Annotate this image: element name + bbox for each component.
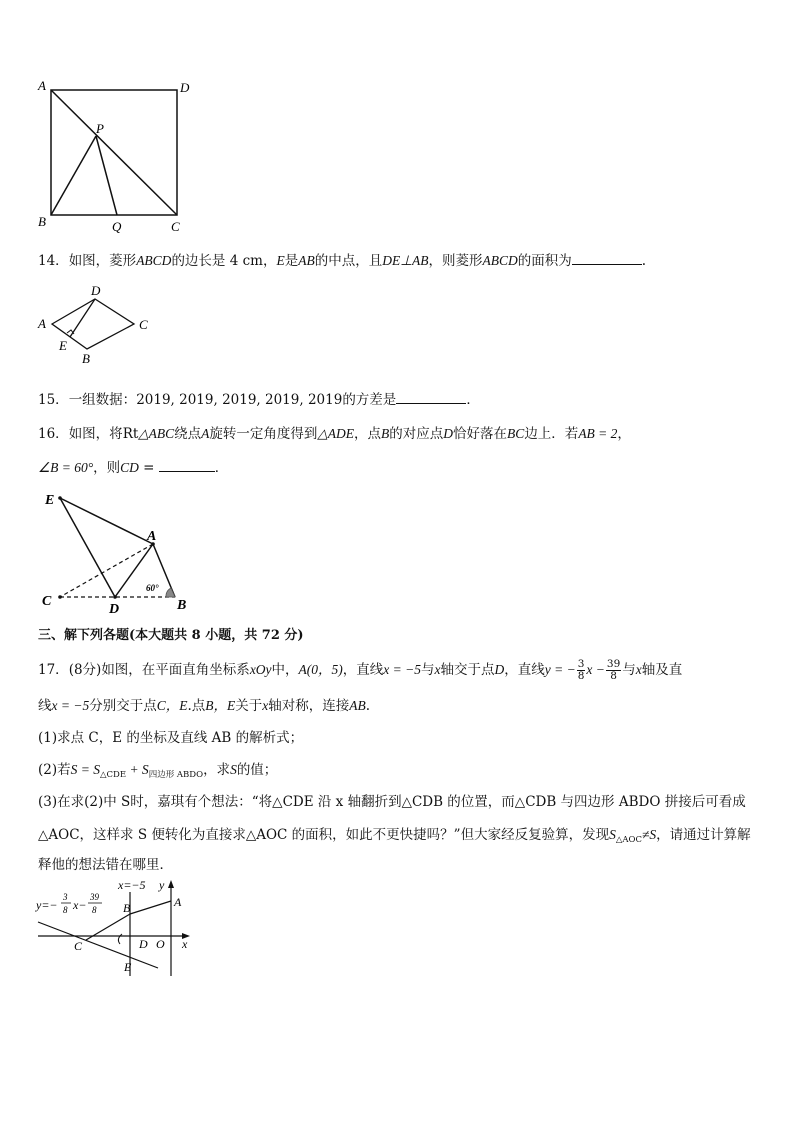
q17-l1-f: ，直线 [504,662,545,678]
q17-xoy: xOy [249,662,272,677]
label-eq-left: y=− [36,898,58,912]
q17-p3-neq: ≠S [642,827,657,842]
segment-ac-dashed [60,544,153,597]
q17-l1-d: 与 [421,662,435,678]
segment-bp [51,136,96,215]
q17-part-3-line-3: 释他的想法错在哪里． [38,857,173,873]
question-14 [38,250,646,270]
q17-l1-e: 轴交于点 [440,662,495,678]
q16-rt: Rt [122,426,139,442]
point-E [58,496,62,500]
q17-line-x: x = −5 [383,662,422,677]
q17-y-eq: y = − [544,662,576,677]
question-16-line-1 [38,425,631,443]
q15-text-1: 一组数据： [68,392,137,408]
q17-part-1: (1)求点 C，E 的坐标及直线 AB 的解析式； [38,730,304,746]
q17-x-minus: x − [586,662,605,677]
q16-var-1: A [201,426,210,441]
segment-pq [96,136,117,215]
q16-var-5: CD [120,460,139,475]
q16-text-6: 恰好落在 [453,426,508,442]
label-f1n: 3 [63,892,68,902]
q15-text-2: 的方差是 [342,392,397,408]
label-A: A [147,529,157,544]
segment-ea [60,498,153,544]
q15-data: 2019, 2019, 2019, 2019, 2019 [136,392,343,408]
question-16-line-2 [38,457,228,477]
q17-part-3-line-1: (3)在求(2)中 S时，嘉琪有个想法：“将△CDE 沿 x 轴翻折到△CDB 的位置，而△CDB 与四边形 ABDO 拼接后可看成 [38,794,746,810]
q17-l2-b: 分别交于点 [89,698,157,714]
label-E: E [124,960,132,974]
label-f2d: 8 [92,905,97,915]
q16-var-4: BC [507,426,525,441]
q17-p3-sub: △AOC [615,835,642,845]
q14-text-2: 的边长是 4 cm， [171,253,277,269]
q17-part-2 [38,761,277,784]
q17-l2-xx: x [262,698,269,713]
q16-text-9: ，则 [93,460,121,476]
q17-l2-x: x = −5 [51,698,90,713]
q17-p2-S: S = S [70,762,100,777]
label-C: C [139,317,148,332]
q17-l2-CE: C，E [156,698,188,713]
label-Q: Q [112,219,122,234]
point-D [113,595,117,599]
q15-answer-blank[interactable] [396,389,466,404]
question-15 [38,389,480,409]
question-17-line-2 [38,697,370,715]
q17-p2-c: 的值； [236,762,278,778]
q17-score: (8分) [68,662,102,678]
q17-l2-a: 线 [38,698,52,714]
q17-l1-h: 轴及直 [641,662,683,678]
label-D: D [139,937,148,951]
q16-end: ． [214,460,229,476]
q17-l2-c: .点 [187,698,206,714]
label-E: E [45,493,55,508]
q16-eq-1: AB = 2 [578,426,618,441]
q16-var-2: B [381,426,390,441]
label-D: D [180,80,190,95]
label-mid: x− [73,898,87,912]
section-3-title: 三、解下列各题(本大题共 8 小题，共 72 分) [38,628,304,643]
q17-p3-l2a: △AOC，这样求 S 便转化为直接求△AOC 的面积，如此不更快捷吗？”但大家经反复验算，发现 [38,827,610,843]
right-angle-mark [67,330,74,334]
q17-frac1-den: 8 [577,670,585,682]
q15-number: 15． [38,392,69,408]
q17-frac2-den: 8 [610,670,617,682]
label-O: O [156,937,165,951]
figure-rotation [36,488,206,616]
label-B: B [177,598,187,613]
q14-var-3: AB [298,253,315,268]
q17-p3-l2b: ，请通过计算解 [656,827,751,843]
q14-end: . [641,253,647,269]
q17-fraction-1 [577,659,586,682]
q17-p2-b: ，求 [203,762,231,778]
q14-text-5: ，则菱形 [428,253,483,269]
q16-text-10: = [138,460,159,476]
q14-text-4: 的中点，且 [314,253,383,269]
q17-l2-AB: AB [349,698,366,713]
figure-rhombus [36,282,166,368]
label-x-eq: x=−5 [118,878,146,892]
q14-var-1: ABCD [136,253,172,268]
q15-end: ． [466,392,480,408]
angle-label: 60° [146,583,159,593]
q14-var-2: E [276,253,285,268]
label-y-axis: y [159,878,165,892]
q14-var-4: DE⊥AB [382,253,429,268]
q16-text-5: 的对应点 [389,426,444,442]
y-axis-arrow [168,880,174,888]
q17-l1-g: 与 [622,662,636,678]
question-17-line-1 [38,659,682,681]
label-P: P [96,121,104,136]
q17-l2-d: 关于 [235,698,263,714]
label-A: A [38,78,46,93]
q17-p2-sub2: 四边形 ABDO [148,770,204,780]
label-B: B [38,214,46,229]
q17-l2-end: . [365,698,371,714]
q17-x-1: x [434,662,441,677]
q17-point-A: A(0，5) [298,662,343,677]
segment-de [70,299,95,337]
q17-p2-plus: + S [126,762,149,777]
figure-coordinate-plane [34,876,204,982]
q16-tri-1: △ABC [138,426,175,441]
figure-square-apqc [36,78,196,236]
q16-tri-2: △ADE [317,426,355,441]
q16-var-3: D [443,426,454,441]
q16-answer-blank[interactable] [159,457,215,472]
q14-text-1: 如图，菱形 [68,253,137,269]
q17-l1-c: ，直线 [342,662,384,678]
q17-p2-S2: S [230,762,237,777]
q17-part-3-line-2 [38,826,751,849]
q17-l1-b: 中， [271,662,299,678]
q17-p2-a: (2)若 [38,762,71,778]
label-D: D [109,602,120,616]
q16-number: 16． [38,426,69,442]
q17-frac1-num: 3 [577,658,585,670]
label-E: E [59,338,67,353]
label-D: D [91,283,101,298]
q14-var-5: ABCD [482,253,518,268]
q17-l2-BE: B，E [205,698,236,713]
q14-number: 14． [38,253,69,269]
label-x-axis: x [182,937,188,951]
q17-fraction-2 [606,659,621,682]
q16-text-7: 边上．若 [524,426,579,442]
label-f2n: 39 [90,892,99,902]
q14-text-3: 是 [284,253,299,269]
q16-text-1: 如图，将 [68,426,123,442]
q16-eq-2: ∠B = 60° [38,460,94,475]
q16-text-4: ，点 [354,426,382,442]
q17-frac2-num: 39 [606,658,621,670]
label-C: C [42,594,52,609]
q16-text-8: ， [617,426,631,442]
q17-point-D: D [494,662,505,677]
q14-text-6: 的面积为 [517,253,572,269]
label-B: B [82,351,90,366]
label-f1d: 8 [63,905,68,915]
q16-text-3: 旋转一定角度得到 [209,426,318,442]
q17-l1-a: 如图，在平面直角坐标系 [101,662,250,678]
label-A: A [38,316,46,331]
label-C: C [74,939,83,953]
q16-text-2: 绕点 [174,426,202,442]
label-B: B [123,901,131,915]
q14-answer-blank[interactable] [572,250,642,265]
q17-p2-sub1: △CDE [100,770,127,780]
q17-p3-S: S [609,827,616,842]
point-C [58,595,62,599]
q17-x-2: x [635,662,642,677]
line-ba [130,901,171,914]
label-C: C [171,219,180,234]
label-A: A [174,895,182,909]
q17-number: 17． [38,662,69,678]
diagonal-ac [51,90,177,215]
segment-ed [60,498,115,597]
q17-l2-e: 轴对称，连接 [268,698,350,714]
